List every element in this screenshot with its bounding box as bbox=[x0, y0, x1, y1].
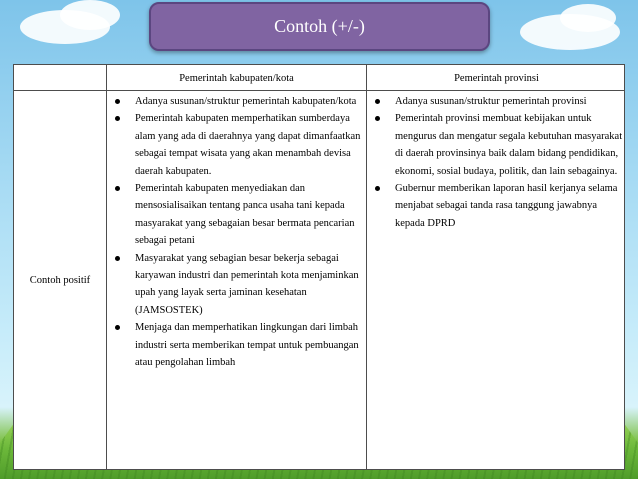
header-provinsi bbox=[367, 65, 626, 91]
list-item: Menjaga dan memperhatikan lingkungan dari limbah industri serta memberikan tempat untuk pembuangan atau pengolahan limbah bbox=[107, 319, 365, 371]
list-item: Gubernur memberikan laporan hasil kerjanya selama menjabat sebagai tanda rasa tanggung jawabnya kepada DPRD bbox=[367, 180, 625, 232]
header-kabupaten bbox=[107, 65, 366, 91]
slide-title bbox=[149, 2, 490, 51]
provinsi-list bbox=[367, 93, 625, 232]
bullet-icon bbox=[115, 99, 120, 104]
bullet-icon bbox=[115, 116, 120, 121]
comparison-table bbox=[13, 64, 625, 470]
kabupaten-list bbox=[107, 93, 365, 372]
list-item: Masyarakat yang sebagian besar bekerja sebagai karyawan industri dan pemerintah kota menjaminkan upah yang layak serta jaminan kesehatan (JAMSOSTEK) bbox=[107, 250, 365, 320]
cloud-decoration bbox=[560, 4, 616, 32]
list-item: Pemerintah kabupaten menyediakan dan mensosialisaikan tentang panca usaha tani kepada masyarakat yang sebagaian besar bermata pencarian sebagai petani bbox=[107, 180, 365, 250]
bullet-icon bbox=[115, 325, 120, 330]
cloud-decoration bbox=[60, 0, 120, 30]
bullet-icon bbox=[375, 99, 380, 104]
slide-title-text: Contoh (+/-) bbox=[274, 16, 365, 36]
bullet-icon bbox=[375, 116, 380, 121]
row-label bbox=[14, 91, 106, 469]
header-provinsi-label: Pemerintah provinsi bbox=[454, 72, 539, 84]
list-item: Adanya susunan/struktur pemerintah kabupaten/kota bbox=[107, 93, 365, 110]
bullet-icon bbox=[115, 186, 120, 191]
list-item: Adanya susunan/struktur pemerintah provinsi bbox=[367, 93, 625, 110]
bullet-icon bbox=[375, 186, 380, 191]
row-label-text: Contoh positif bbox=[29, 274, 91, 286]
list-item: Pemerintah kabupaten memperhatikan sumberdaya alam yang ada di daerahnya yang dapat dimanfaatkan sebagai tempat wisata yang akan menambah devisa daerah kabupaten. bbox=[107, 110, 365, 180]
list-item: Pemerintah provinsi membuat kebijakan untuk mengurus dan mengatur segala kebutuhan masyarakat di daerah provinsinya baik dalam bidang pendidikan, ekonomi, sosial budaya, politik, dan lain sebagainya. bbox=[367, 110, 625, 180]
bullet-icon bbox=[115, 256, 120, 261]
header-kabupaten-label: Pemerintah kabupaten/kota bbox=[179, 72, 294, 84]
